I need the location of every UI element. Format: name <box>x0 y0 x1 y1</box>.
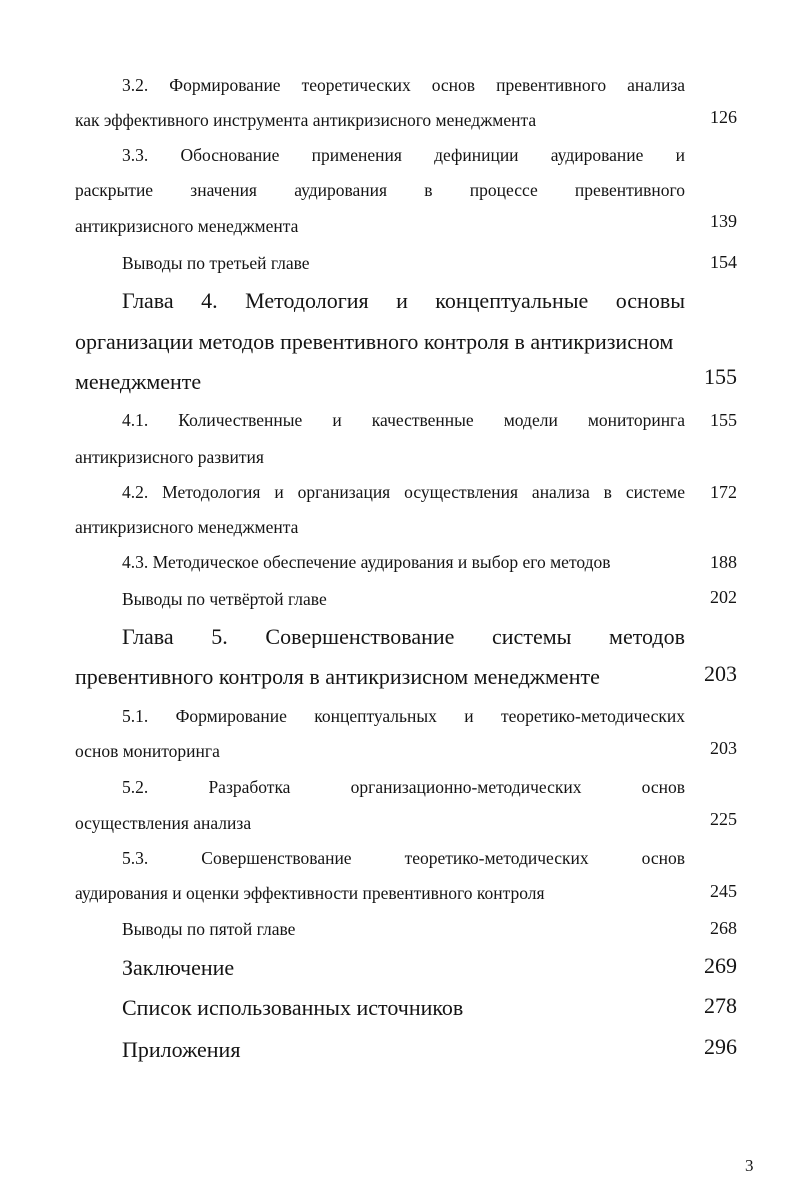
toc-page-conclusion: 269 <box>704 953 737 978</box>
toc-entry-conclusions-3: Выводы по третьей главе <box>122 253 310 273</box>
toc-page-conclusions-4: 202 <box>710 587 737 607</box>
toc-entry-conclusions-5: Выводы по пятой главе <box>122 919 296 939</box>
toc-chapter-5-line1: Глава 5. Совершенствование системы методов <box>122 626 685 648</box>
toc-page-4-3: 188 <box>710 552 737 572</box>
page-number: 3 <box>745 1156 754 1175</box>
toc-entry-5-3-line2: аудирования и оценки эффективности превентивного контроля <box>75 883 545 903</box>
toc-entry-5-2-line2: осуществления анализа <box>75 813 252 833</box>
toc-page-5-1: 203 <box>710 738 737 758</box>
toc-entry-4-1-line2: антикризисного развития <box>75 447 264 467</box>
toc-page-5-3: 245 <box>710 881 737 901</box>
toc-chapter-4-line3: менеджменте <box>75 369 202 394</box>
toc-page-3-3: 139 <box>710 211 737 231</box>
toc-page-3-2: 126 <box>710 107 737 127</box>
toc-page-4-2: 172 <box>710 482 737 502</box>
toc-page-appendices: 296 <box>704 1034 737 1059</box>
toc-page-references: 278 <box>704 993 737 1018</box>
toc-chapter-4-line2: организации методов превентивного контроля в антикризисном <box>75 329 674 354</box>
toc-entry-4-1-line1: 4.1. Количественные и качественные модели мониторинга <box>122 412 685 430</box>
toc-page-4-1: 155 <box>710 410 737 430</box>
toc-entry-3-2-line2: как эффективного инструмента антикризисного менеджмента <box>75 110 537 130</box>
toc-entry-appendices: Приложения <box>122 1037 241 1062</box>
toc-entry-conclusions-4: Выводы по четвёртой главе <box>122 589 327 609</box>
toc-entry-5-1-line1: 5.1. Формирование концептуальных и теоретико-методических <box>122 708 685 726</box>
toc-entry-4-3: 4.3. Методическое обеспечение аудирования и выбор его методов <box>122 552 611 572</box>
toc-entry-3-3-line2: раскрытие значения аудирования в процессе превентивного <box>75 182 685 200</box>
toc-entry-3-2-line1: 3.2. Формирование теоретических основ превентивного анализа <box>122 77 685 95</box>
toc-entry-4-2-line1: 4.2. Методология и организация осуществления анализа в системе <box>122 484 685 502</box>
toc-entry-3-3-line1: 3.3. Обоснование применения дефиниции аудирование и <box>122 147 685 165</box>
toc-page-chapter-4: 155 <box>704 364 737 389</box>
toc-page-chapter-5: 203 <box>704 661 737 686</box>
toc-chapter-5-line2: превентивного контроля в антикризисном менеджменте <box>75 664 600 689</box>
toc-page-conclusions-3: 154 <box>710 252 737 272</box>
toc-entry-5-3-line1: 5.3. Совершенствование теоретико-методических основ <box>122 850 685 868</box>
toc-entry-conclusion: Заключение <box>122 955 235 980</box>
toc-entry-3-3-line3: антикризисного менеджмента <box>75 216 299 236</box>
toc-chapter-4-line1: Глава 4. Методология и концептуальные основы <box>122 290 685 312</box>
toc-page-5-2: 225 <box>710 809 737 829</box>
toc-page-conclusions-5: 268 <box>710 918 737 938</box>
toc-entry-4-2-line2: антикризисного менеджмента <box>75 517 299 537</box>
toc-entry-5-1-line2: основ мониторинга <box>75 741 220 761</box>
toc-entry-references: Список использованных источников <box>122 995 464 1020</box>
toc-entry-5-2-line1: 5.2. Разработка организационно-методических основ <box>122 779 685 797</box>
